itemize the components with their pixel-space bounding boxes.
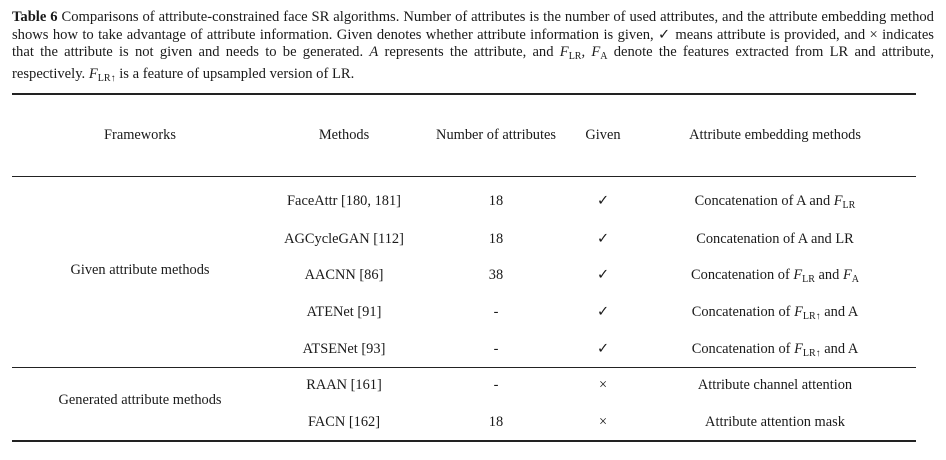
num-attributes-cell: 38 bbox=[488, 267, 504, 283]
given-check-icon: ✓ bbox=[596, 341, 610, 357]
method-cell: FACN [162] bbox=[307, 414, 381, 430]
given-check-icon: ✓ bbox=[596, 231, 610, 247]
framework-generated-attribute: Generated attribute methods bbox=[58, 392, 222, 408]
caption-line4a: extracted from LR and attribute, respectively. bbox=[12, 44, 935, 82]
given-check-icon: ✓ bbox=[596, 304, 610, 320]
given-check-icon: ✓ bbox=[596, 267, 610, 283]
method-cell: ATENet [91] bbox=[306, 304, 382, 320]
num-attributes-cell: 18 bbox=[488, 193, 504, 209]
header-given: Given bbox=[585, 127, 621, 143]
given-check-icon: ✓ bbox=[596, 193, 610, 209]
caption-line4b: is a feature of upsampled version of LR. bbox=[119, 65, 355, 82]
embedding-cell: Concatenation of $F_{LR}$ and $F_A$ bbox=[691, 267, 859, 285]
given-cross-icon: × bbox=[598, 414, 608, 430]
num-attributes-cell: 18 bbox=[488, 231, 504, 247]
caption-symbol-flr-fa: $F_{LR}$, $F_A$ bbox=[559, 44, 608, 62]
top-rule bbox=[12, 93, 916, 95]
num-attributes-cell: - bbox=[493, 377, 499, 393]
caption-line3c: denote the features bbox=[613, 44, 730, 60]
num-attributes-cell: - bbox=[493, 341, 499, 357]
framework-given-attribute: Given attribute methods bbox=[70, 262, 210, 278]
group-separator-rule bbox=[12, 367, 916, 368]
header-embedding-methods: Attribute embedding methods bbox=[689, 127, 861, 143]
embedding-cell: Concatenation of A and LR bbox=[696, 231, 854, 247]
caption-symbol-a: A bbox=[369, 44, 379, 60]
method-cell: AACNN [86] bbox=[304, 267, 384, 283]
given-cross-icon: × bbox=[598, 377, 608, 393]
embedding-cell: Attribute attention mask bbox=[705, 414, 845, 430]
caption-label: Table 6 bbox=[12, 9, 58, 25]
embedding-cell: Concatenation of $F_{LR↑}$ and A bbox=[691, 304, 859, 322]
header-number-of-attributes: Number of attributes bbox=[436, 127, 556, 143]
num-attributes-cell: - bbox=[493, 304, 499, 320]
method-cell: RAAN [161] bbox=[306, 377, 382, 393]
header-frameworks: Frameworks bbox=[104, 127, 176, 143]
num-attributes-cell: 18 bbox=[488, 414, 504, 430]
caption-line3a: is provided, and × indicates that the attribute is not given and needs to be generated. bbox=[12, 26, 934, 60]
table-caption bbox=[12, 9, 934, 87]
header-rule bbox=[12, 176, 916, 177]
embedding-cell: Concatenation of $F_{LR↑}$ and A bbox=[691, 341, 859, 359]
header-methods: Methods bbox=[318, 127, 370, 143]
caption-symbol-flrup: $F_{LR↑}$ bbox=[88, 65, 116, 84]
caption-line2: embedding method shows how to take advantage of attribute information. Given denotes whether attribute information is given, ✓ means attribute bbox=[12, 9, 934, 43]
method-cell: ATSENet [93] bbox=[302, 341, 386, 357]
method-cell: FaceAttr [180, 181] bbox=[287, 193, 401, 209]
bottom-rule bbox=[12, 440, 916, 442]
caption-line1: Comparisons of attribute-constrained face SR algorithms. Number of attributes is the number of used attributes, and the attribute bbox=[61, 9, 818, 25]
embedding-cell: Attribute channel attention bbox=[697, 377, 853, 393]
caption-line3b: represents the attribute, and bbox=[384, 44, 554, 60]
method-cell: AGCycleGAN [112] bbox=[284, 231, 404, 247]
embedding-cell: Concatenation of A and $F_{LR}$ bbox=[694, 193, 856, 211]
